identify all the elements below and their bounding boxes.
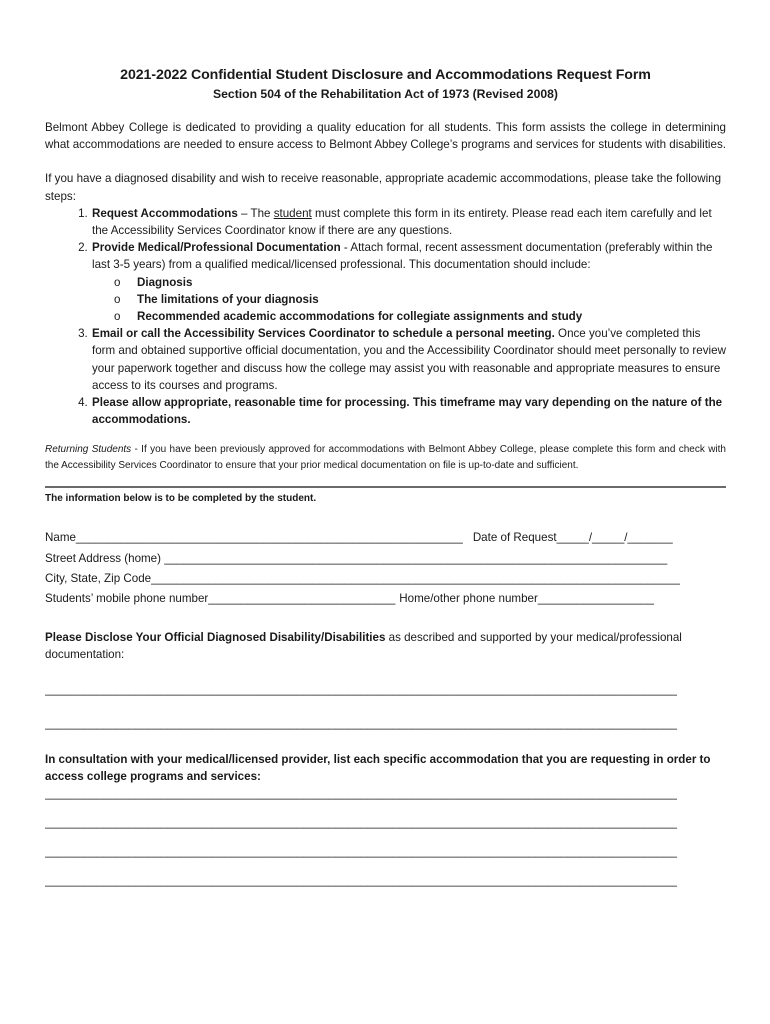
documentation-list (92, 274, 726, 326)
step-text: - Attach formal, recent assessment documentation (preferably within the last 3-5 years) from a qualified medical/licensed professional. This documentation should include: (92, 241, 713, 272)
step-schedule-meeting (91, 325, 726, 394)
step-text: Once you’ve completed this form and obtained supportive official documentation, you and the Accessibility Coordinator should meet personally to review your paperwork together and discuss how the college may assist you with reasonable and appropriate measures to ensure access to its courses and programs. (92, 327, 726, 392)
street-address-field[interactable]: Street Address (home) ______________________________________________________________________________ (45, 551, 668, 565)
step-title: Please allow appropriate, reasonable time for processing. This timeframe may vary depending on the nature of the accommodations. (92, 396, 723, 427)
step-provide-documentation (91, 239, 726, 325)
returning-label: Returning Students (45, 444, 132, 456)
disability-question (45, 629, 726, 663)
accommodation-line[interactable]: __________________________________________________________________________________________________ (45, 816, 677, 830)
phone-row (45, 589, 726, 609)
step-title: Provide Medical/Professional Documentation (92, 241, 341, 255)
steps-intro: If you have a diagnosed disability and wish to receive reasonable, appropriate academic accommodations, please take the following steps: (45, 172, 722, 203)
section-divider (45, 486, 726, 488)
student-underlined: student (273, 206, 312, 220)
returning-text: - If you have been previously approved for accommodations with Belmont Abbey College, please complete this form and check with the Accessibility Services Coordinator to ensure that your prior medical documentation on file is up-to-date and sufficient. (45, 444, 726, 472)
accommodation-line[interactable]: __________________________________________________________________________________________________ (45, 874, 677, 888)
name-field[interactable]: Name____________________________________________________________ (45, 531, 463, 545)
step-title: Email or call the Accessibility Services Coordinator to schedule a personal meeting. (92, 327, 555, 341)
student-info-fields (45, 528, 726, 609)
steps-list (45, 205, 726, 429)
documentation-item-label: Diagnosis (137, 275, 193, 289)
bullet-icon: o (114, 275, 121, 289)
returning-students-note (45, 442, 726, 474)
step-request-accommodations (91, 205, 726, 239)
documentation-item-label: Recommended academic accommodations for collegiate assignments and study (137, 310, 583, 324)
mobile-phone-field[interactable]: Students’ mobile phone number_____________________________ (45, 592, 396, 606)
bullet-icon: o (114, 310, 121, 324)
documentation-item-label: The limitations of your diagnosis (137, 292, 319, 306)
documentation-item (114, 308, 726, 325)
date-of-request-field[interactable]: Date of Request_____/_____/_______ (472, 531, 673, 545)
name-row (45, 528, 726, 548)
accommodation-line[interactable]: __________________________________________________________________________________________________ (45, 845, 677, 859)
disability-line[interactable]: __________________________________________________________________________________________________ (45, 716, 677, 730)
city-state-zip-field[interactable]: City, State, Zip Code__________________________________________________________________________________ (45, 571, 680, 585)
disability-line[interactable]: __________________________________________________________________________________________________ (45, 682, 677, 696)
bullet-icon: o (114, 292, 121, 306)
documentation-item (114, 291, 726, 308)
accommodation-line[interactable]: __________________________________________________________________________________________________ (45, 787, 677, 801)
documentation-item (114, 274, 726, 291)
student-info-note: The information below is to be completed by the student. (45, 493, 317, 505)
step-text: must complete this form in its entirety. Please read each item carefully and let the Accessibility Services Coordinator know if there are any questions. (92, 206, 712, 238)
home-phone-field[interactable]: Home/other phone number__________________ (399, 592, 654, 606)
step-allow-time (91, 394, 726, 428)
form-title: 2021-2022 Confidential Student Disclosure and Accommodations Request Form (120, 67, 651, 83)
step-title: Request Accommodations (92, 206, 238, 220)
step-text: – The (237, 206, 274, 220)
intro-paragraph: Belmont Abbey College is dedicated to providing a quality education for all students. This form assists the college in determining what accommodations are needed to ensure access to Belmont Abbey College’s programs and services for students with disabilities. (45, 121, 726, 152)
form-subtitle: Section 504 of the Rehabilitation Act of 1973 (Revised 2008) (213, 87, 558, 101)
accommodations-question: In consultation with your medical/licensed provider, list each specific accommodation that you are requesting in order to access college programs and services: (45, 752, 711, 783)
disability-question-bold: Please Disclose Your Official Diagnosed Disability/Disabilities (45, 631, 386, 645)
disability-question-rest: as described and supported by your medical/professional documentation: (45, 631, 682, 662)
